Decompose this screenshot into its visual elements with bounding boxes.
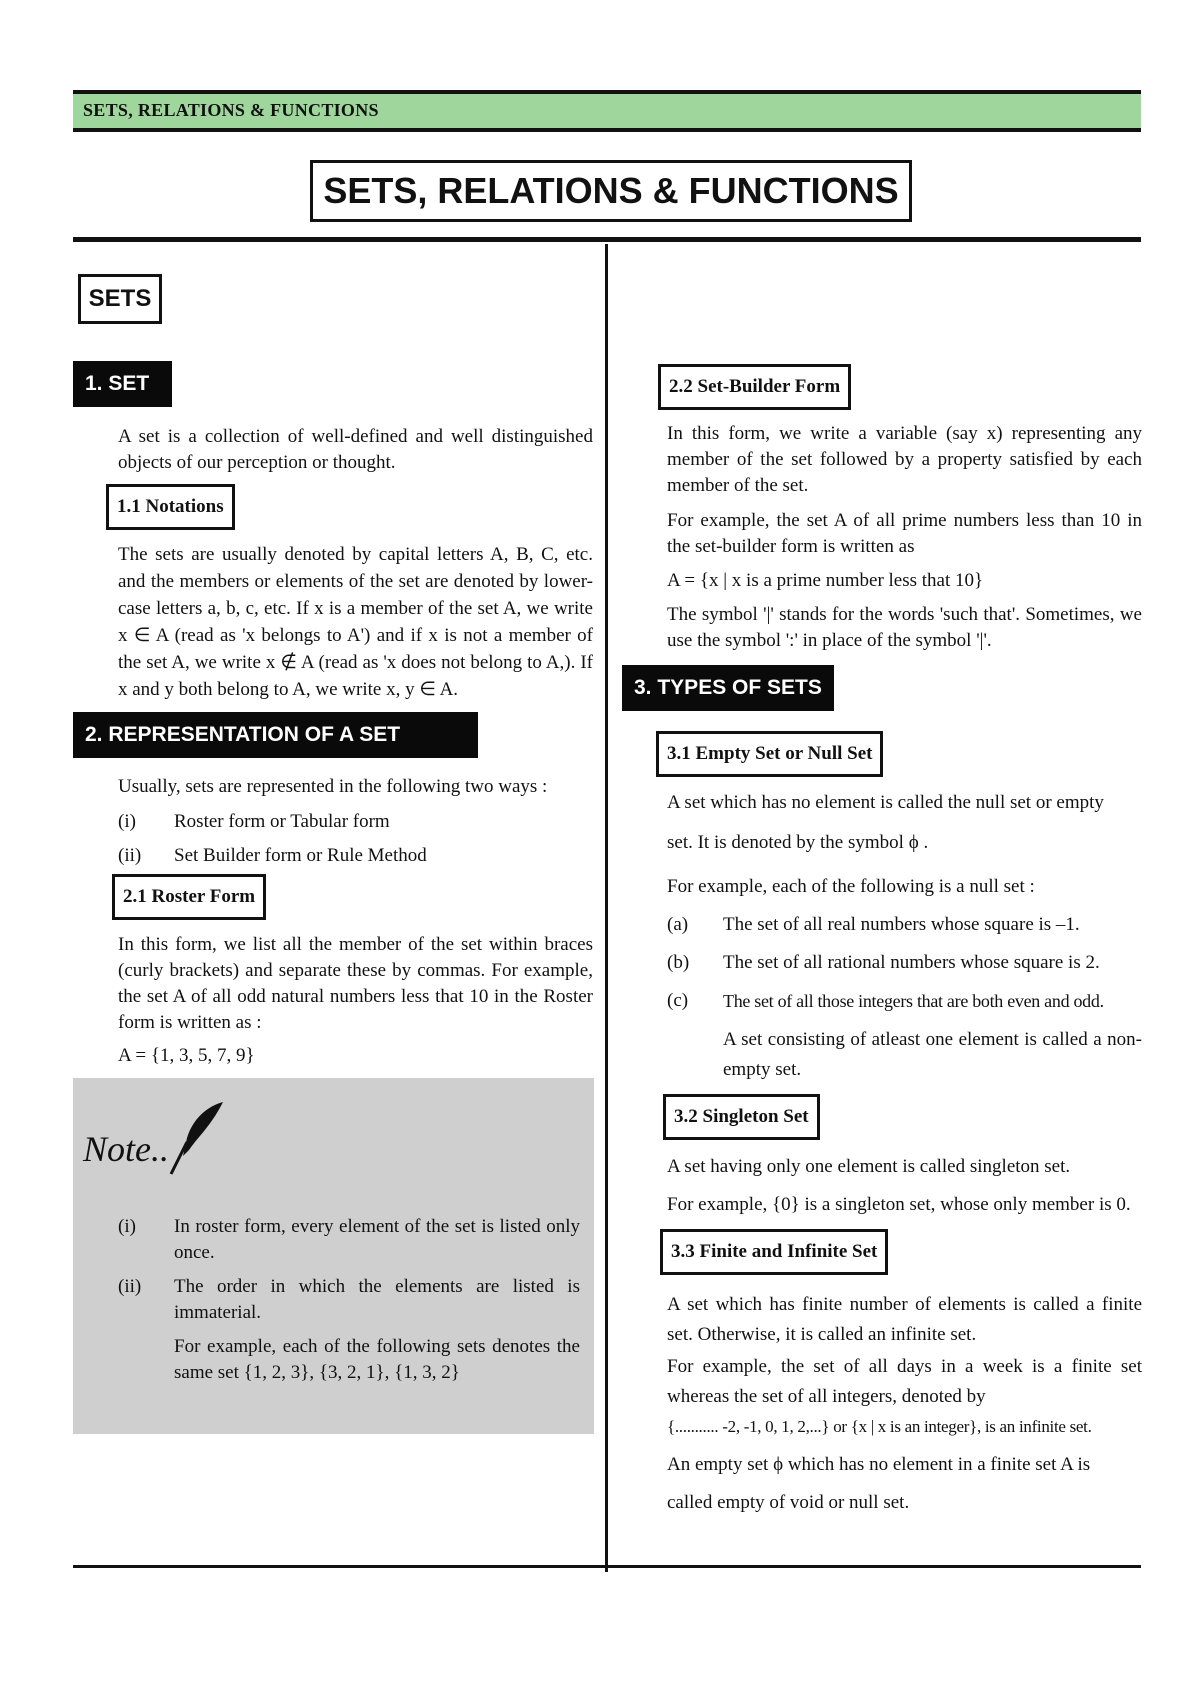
- sets-label: SETS: [78, 274, 162, 324]
- bottom-rule: [73, 1565, 1141, 1568]
- note-item: [118, 1274, 580, 1328]
- item-text: In roster form, every element of the set is listed only once.: [174, 1216, 580, 1263]
- such-that-paragraph: The symbol '|' stands for the words 'such that'. Sometimes, we use the symbol ':' in place of the symbol '|'.: [667, 604, 1142, 651]
- running-header: [73, 90, 1141, 132]
- item-number: (i): [118, 811, 136, 832]
- finite-paragraph-5: called empty of void or null set.: [667, 1492, 910, 1513]
- finite-paragraph-1: A set which has finite number of elements is called a finite set. Otherwise, it is called an infinite set.: [667, 1294, 1142, 1345]
- list-item: [667, 950, 1142, 976]
- list-item: [118, 809, 593, 835]
- item-text: The order in which the elements are listed is immaterial.: [174, 1276, 580, 1323]
- item-number: (c): [667, 990, 689, 1011]
- list-item: [667, 988, 1142, 1014]
- note-extra: For example, each of the following sets denotes the same set {1, 2, 3}, {3, 2, 1}, {1, 3, 2}: [174, 1336, 580, 1383]
- notations-paragraph: The sets are usually denoted by capital letters A, B, C, etc. and the members or elements of the set are denoted by lower-case letters a, b, c, etc. If x is a member of the set A, we write x ∈ A (read as 'x belongs to A') and if x is not a member of the set A, we write x ∉ A (read as 'x does not belong to A,). If x and y both belong to A, we write x, y ∈ A.: [118, 544, 593, 700]
- section-1-paragraph: A set is a collection of well-defined and well distinguished objects of our perception or thought.: [118, 426, 593, 473]
- note-box: [73, 1078, 594, 1434]
- item-number: (b): [667, 952, 690, 973]
- title-divider: [73, 237, 1141, 242]
- item-text: The set of all rational numbers whose square is 2.: [723, 952, 1100, 973]
- non-empty-set-definition: A set consisting of atleast one element is called a non-empty set.: [723, 1029, 1142, 1080]
- set-builder-paragraph: In this form, we write a variable (say x) representing any member of the set followed by a property satisfied by each member of the set.: [667, 423, 1142, 496]
- item-number: (ii): [118, 845, 142, 866]
- singleton-paragraph-2: For example, {0} is a singleton set, whose only member is 0.: [667, 1194, 1131, 1215]
- empty-set-paragraph-3: For example, each of the following is a null set :: [667, 876, 1035, 897]
- section-2-intro: Usually, sets are represented in the following two ways :: [118, 776, 548, 797]
- list-item: [118, 843, 593, 869]
- set-builder-heading: 2.2 Set-Builder Form: [658, 364, 851, 410]
- singleton-set-heading: 3.2 Singleton Set: [663, 1094, 820, 1140]
- finite-paragraph-3: {........... -2, -1, 0, 1, 2,...} or {x | x is an integer}, is an infinite set.: [667, 1417, 1092, 1436]
- list-item: [667, 912, 1142, 938]
- roster-paragraph: In this form, we list all the member of the set within braces (curly brackets) and separate these by commas. For example, the set A of all odd natural numbers less that 10 in the Roster form is written as :: [118, 934, 593, 1033]
- singleton-paragraph-1: A set having only one element is called singleton set.: [667, 1156, 1071, 1177]
- running-title: SETS, RELATIONS & FUNCTIONS: [83, 100, 379, 120]
- item-number: (i): [118, 1216, 136, 1237]
- empty-set-paragraph-1: A set which has no element is called the null set or empty: [667, 792, 1104, 813]
- notations-heading: 1.1 Notations: [106, 484, 235, 530]
- page-title: SETS, RELATIONS & FUNCTIONS: [310, 160, 912, 222]
- column-divider: [605, 244, 608, 1572]
- section-1-heading: 1. SET: [73, 361, 172, 407]
- item-text: The set of all those integers that are both even and odd.: [723, 991, 1104, 1011]
- roster-example: A = {1, 3, 5, 7, 9}: [118, 1045, 255, 1066]
- note-item: [118, 1214, 580, 1268]
- finite-infinite-heading: 3.3 Finite and Infinite Set: [660, 1229, 888, 1275]
- set-builder-example-intro: For example, the set A of all prime numbers less than 10 in the set-builder form is written as: [667, 510, 1142, 557]
- empty-set-paragraph-2: set. It is denoted by the symbol ϕ .: [667, 832, 929, 853]
- set-builder-example: A = {x | x is a prime number less that 10}: [667, 570, 984, 591]
- roster-heading: 2.1 Roster Form: [112, 874, 266, 920]
- item-number: (ii): [118, 1276, 142, 1297]
- item-text: Set Builder form or Rule Method: [174, 845, 427, 866]
- item-text: The set of all real numbers whose square is –1.: [723, 914, 1080, 935]
- empty-set-heading: 3.1 Empty Set or Null Set: [656, 731, 883, 777]
- finite-paragraph-2: For example, the set of all days in a week is a finite set whereas the set of all integers, denoted by: [667, 1356, 1142, 1407]
- note-label: Note..: [83, 1129, 169, 1169]
- finite-paragraph-4: An empty set ϕ which has no element in a finite set A is: [667, 1454, 1091, 1475]
- item-number: (a): [667, 914, 689, 935]
- quill-pen-icon: [163, 1098, 233, 1178]
- section-2-heading: 2. REPRESENTATION OF A SET: [73, 712, 478, 758]
- section-3-heading: 3. TYPES OF SETS: [622, 665, 834, 711]
- item-text: Roster form or Tabular form: [174, 811, 390, 832]
